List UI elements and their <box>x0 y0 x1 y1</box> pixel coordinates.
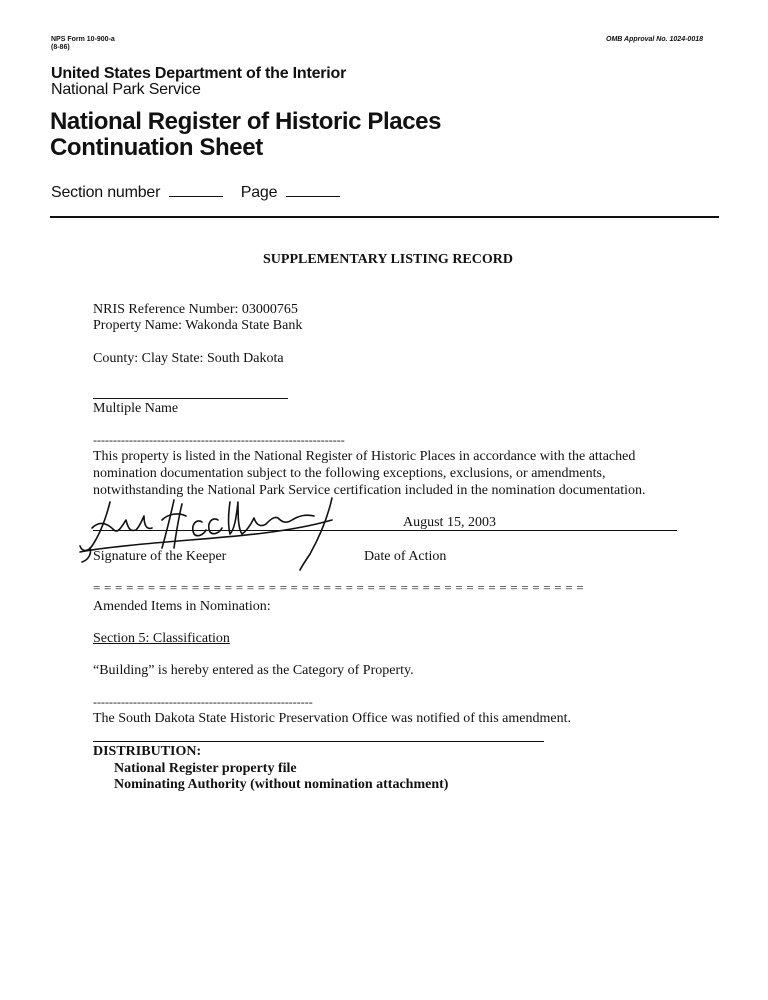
date-of-action-label: Date of Action <box>364 549 447 564</box>
section-number-blank <box>169 196 223 197</box>
equals-separator: = = = = = = = = = = = = = = = = = = = = = = = = = = = = = = = = = = = = = = = = = = = = = <box>93 580 584 595</box>
signature-line <box>93 530 677 531</box>
amended-items-label: Amended Items in Nomination: <box>93 599 271 614</box>
section-heading: Section 5: Classification <box>93 631 230 646</box>
short-dash-separator: ------------------------------------------------------- <box>93 695 313 709</box>
listing-text-line-3: notwithstanding the National Park Service certification included in the nomination documentation. <box>93 483 646 498</box>
property-name: Property Name: Wakonda State Bank <box>93 318 303 333</box>
notification-text: The South Dakota State Historic Preservation Office was notified of this amendment. <box>93 711 571 726</box>
omb-approval: OMB Approval No. 1024-0018 <box>606 36 703 43</box>
page-label: Page <box>240 184 278 201</box>
signature-label: Signature of the Keeper <box>93 549 227 564</box>
distribution-item: National Register property file <box>114 761 297 776</box>
nris-reference: NRIS Reference Number: 03000765 <box>93 302 298 317</box>
distribution-rule <box>93 741 544 742</box>
distribution-item: Nominating Authority (without nomination attachment) <box>114 777 449 792</box>
agency-name: National Park Service <box>51 81 201 98</box>
page-subtitle: Continuation Sheet <box>50 134 263 161</box>
section-number-label: Section number <box>51 184 161 201</box>
department-name: United States Department of the Interior <box>51 65 347 82</box>
section-page-line <box>51 184 340 202</box>
form-number <box>51 36 115 52</box>
header-rule <box>50 216 719 218</box>
listing-text-line-1: This property is listed in the National Register of Historic Places in accordance with the attached <box>93 449 636 464</box>
record-heading: SUPPLEMENTARY LISTING RECORD <box>263 252 513 267</box>
listing-text-line-2: nomination documentation subject to the following exceptions, exclusions, or amendments, <box>93 466 606 481</box>
form-date-text: (8-86) <box>51 44 70 51</box>
county-state: County: Clay State: South Dakota <box>93 351 284 366</box>
page-title: National Register of Historic Places <box>50 108 442 135</box>
multiple-name-label: Multiple Name <box>93 401 179 416</box>
distribution-label: DISTRIBUTION: <box>93 744 202 759</box>
amendment-text: “Building” is hereby entered as the Category of Property. <box>93 663 414 678</box>
dash-separator: --------------------------------------------------------------- <box>93 433 345 447</box>
form-number-text: NPS Form 10-900-a <box>51 36 115 43</box>
multiple-name-line <box>93 398 288 399</box>
action-date: August 15, 2003 <box>403 515 496 530</box>
page-number-blank <box>286 196 340 197</box>
